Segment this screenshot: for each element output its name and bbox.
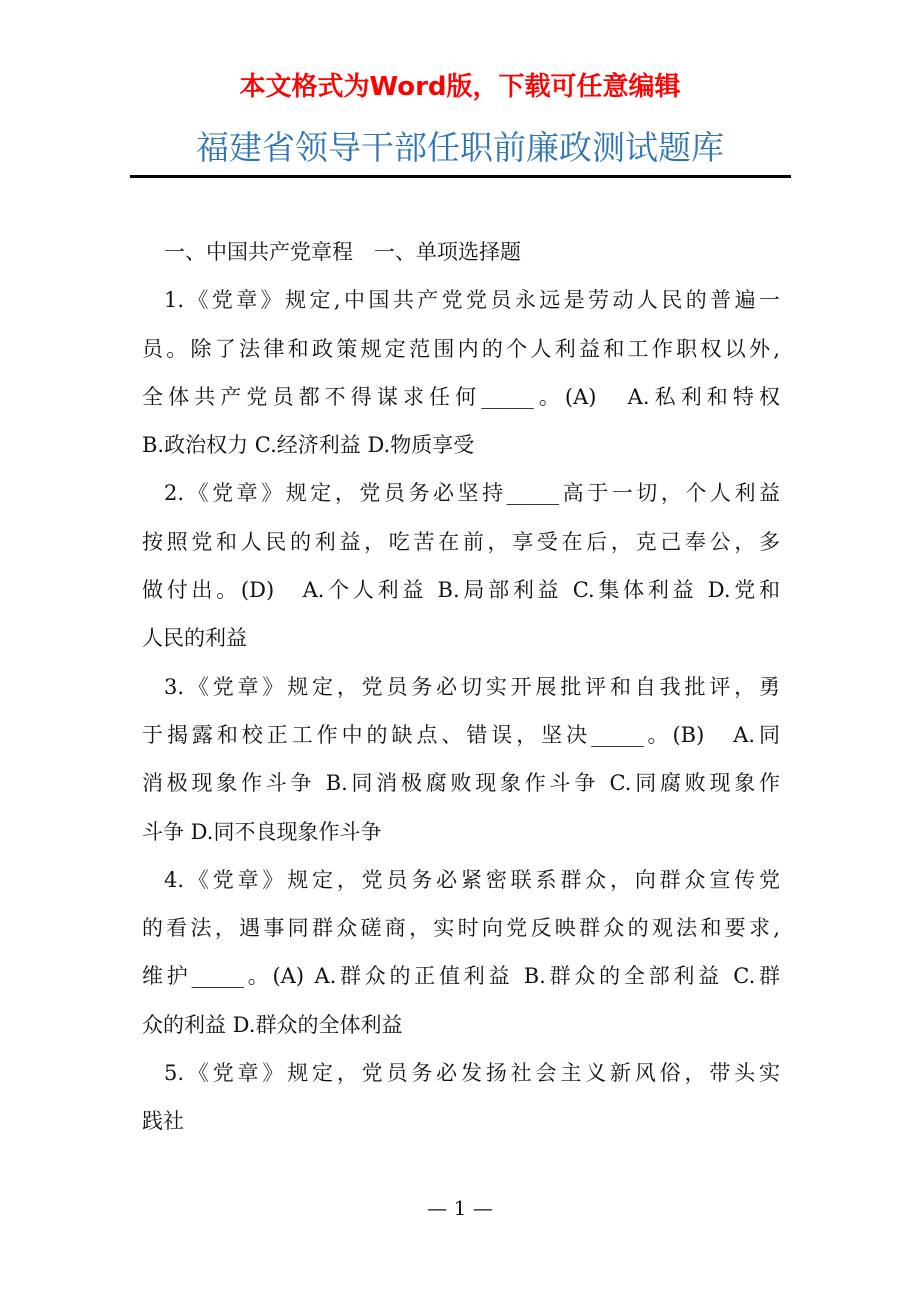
text-line: B.政治权力 C.经济利益 D.物质享受 (142, 433, 475, 458)
header-divider (130, 175, 791, 178)
section-heading: 一、中国共产党章程 一、单项选择题 (164, 240, 521, 264)
text-line: 4.《党章》规定，党员务必紧密联系群众，向群众宣传党 (164, 867, 780, 892)
text-line: 全体共产党员都不得谋求任何_____。(A) A.私利和特权 (142, 384, 780, 409)
document-body (142, 234, 780, 1152)
document-title: 福建省领导干部任职前廉政测试题库 (196, 128, 724, 167)
text-line: 2.《党章》规定，党员务必坚持_____高于一切，个人利益 (164, 481, 780, 506)
text-line: 消极现象作斗争 B.同消极腐败现象作斗争 C.同腐败现象作 (142, 771, 780, 796)
text-line: 人民的利益 (142, 626, 247, 651)
text-line: 3.《党章》规定，党员务必切实开展批评和自我批评，勇 (164, 674, 780, 699)
text-line: 斗争 D.同不良现象作斗争 (142, 819, 382, 844)
text-line: 按照党和人民的利益，吃苦在前，享受在后，克己奉公，多 (142, 529, 780, 554)
page-number: — 1 — (427, 1196, 493, 1220)
text-line: 做付出。(D) A.个人利益 B.局部利益 C.集体利益 D.党和 (142, 578, 780, 603)
format-notice: 本文格式为Word版，下载可任意编辑 (239, 72, 681, 102)
text-line: 员。除了法律和政策规定范围内的个人利益和工作职权以外, (142, 336, 780, 361)
text-line: 践社 (142, 1109, 184, 1134)
text-line: 的看法，遇事同群众磋商，实时向党反映群众的观法和要求, (142, 916, 780, 941)
text-line: 5.《党章》规定，党员务必发扬社会主义新风俗，带头实 (164, 1061, 780, 1086)
text-line: 维护_____。(A) A.群众的正值利益 B.群众的全部利益 C.群 (142, 964, 780, 989)
text-line: 于揭露和校正工作中的缺点、错误，坚决_____。(B) A.同 (142, 722, 780, 747)
text-line: 1.《党章》规定,中国共产党党员永远是劳动人民的普遍一 (164, 288, 780, 313)
text-line: 众的利益 D.群众的全体利益 (142, 1012, 403, 1037)
